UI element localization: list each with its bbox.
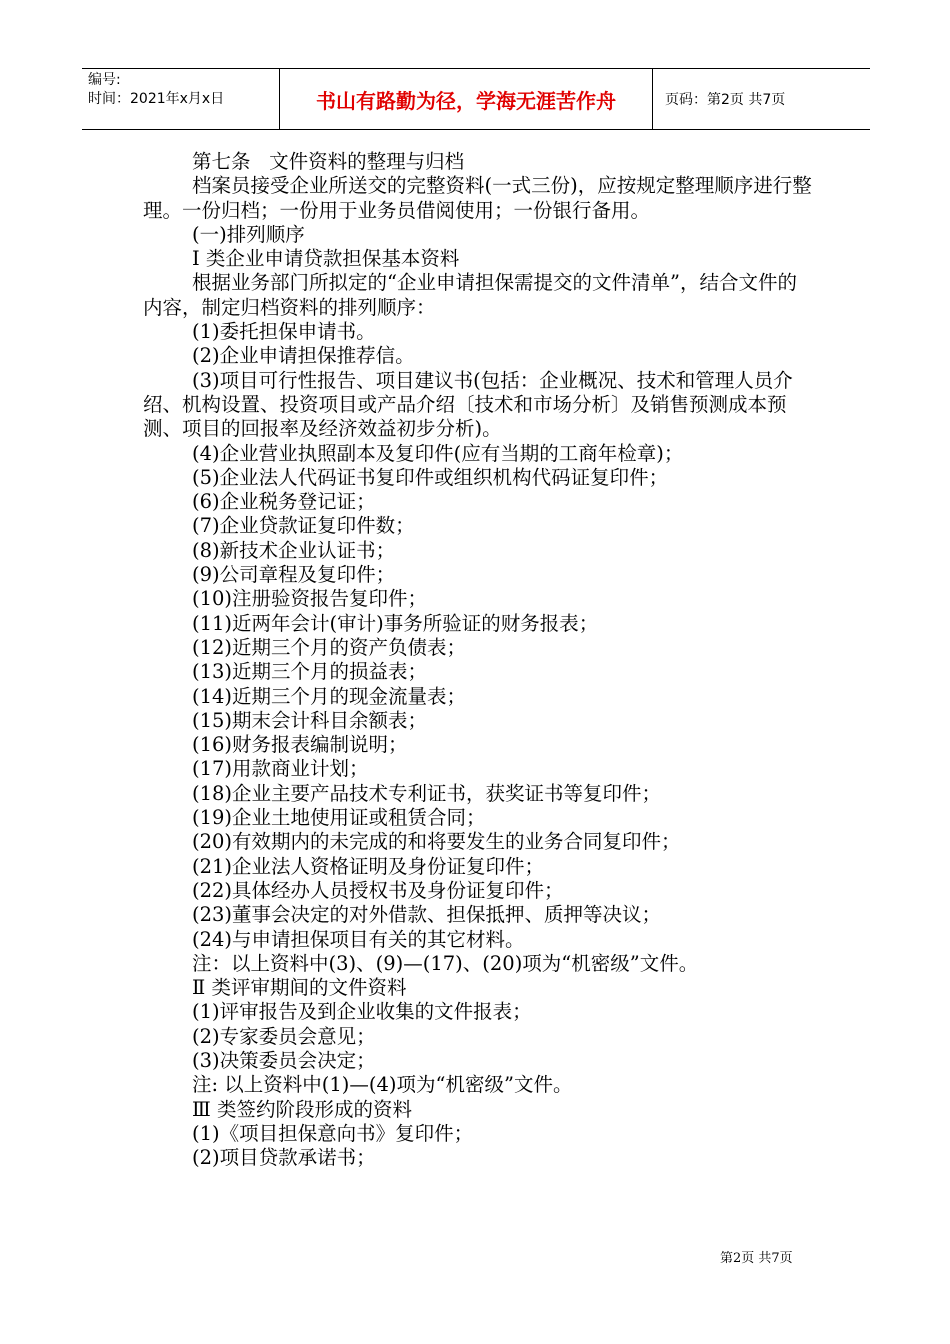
list-item: (19)企业土地使用证或租赁合同；	[192, 806, 486, 830]
list-item: (1)委托担保申请书。	[192, 320, 376, 344]
list-item: (2)专家委员会意见；	[192, 1024, 376, 1048]
category-heading: Ⅲ 类签约阶段形成的资料	[192, 1097, 413, 1121]
list-item: (11)近两年会计(审计)事务所验证的财务报表；	[192, 611, 599, 635]
list-item: (2)项目贷款承诺书；	[192, 1146, 376, 1170]
list-item: (14)近期三个月的现金流量表；	[192, 684, 467, 708]
list-item: (17)用款商业计划；	[192, 757, 369, 781]
list-item: (6)企业税务登记证；	[192, 490, 376, 514]
doc-time-label: 时间：2021年x月x日	[88, 91, 225, 107]
page-header	[82, 68, 870, 130]
category-heading: Ⅱ 类评审期间的文件资料	[192, 976, 407, 1000]
list-item: (2)企业申请担保推荐信。	[192, 344, 415, 368]
article-title: 第七条 文件资料的整理与归档	[192, 150, 465, 173]
note: 注：以上资料中(3)、(9)—(17)、(20)项为“机密级”文件。	[192, 951, 699, 975]
list-item: (1)评审报告及到企业收集的文件报表；	[192, 1000, 532, 1024]
section-heading: (一)排列顺序	[192, 222, 305, 246]
list-item: (3)项目可行性报告、项目建议书(包括：企业概况、技术和管理人员介绍、机构设置、投资项目或产品介绍〔技术和市场分析〕及销售预测成本预测、项目的回报率及经济效益初步分析)。	[143, 368, 793, 441]
category-heading: Ⅰ 类企业申请贷款担保基本资料	[192, 247, 460, 271]
list-item: (15)期末会计科目余额表；	[192, 708, 428, 732]
list-item: (13)近期三个月的损益表；	[192, 660, 428, 684]
list-item: (21)企业法人资格证明及身份证复印件；	[192, 854, 545, 878]
list-item: (9)公司章程及复印件；	[192, 563, 396, 587]
list-item: (3)决策委员会决定；	[192, 1048, 376, 1072]
list-item: (12)近期三个月的资产负债表；	[192, 635, 467, 659]
list-item: (4)企业营业执照副本及复印件(应有当期的工商年检章)；	[192, 441, 684, 465]
page-footer: 第2页 共7页	[720, 1251, 793, 1266]
list-item: (23)董事会决定的对外借款、担保抵押、质押等决议；	[192, 903, 662, 927]
list-item: (5)企业法人代码证书复印件或组织机构代码证复印件；	[192, 465, 669, 489]
list-item: (20)有效期内的未完成的和将要发生的业务合同复印件；	[192, 830, 681, 854]
list-item: (22)具体经办人员授权书及身份证复印件；	[192, 878, 564, 902]
header-meta	[82, 69, 280, 129]
header-motto: 书山有路勤为径，学海无涯苦作舟	[280, 69, 653, 129]
list-item: (16)财务报表编制说明；	[192, 733, 408, 757]
list-item: (1)《项目担保意向书》复印件；	[192, 1121, 474, 1145]
doc-number-label: 编号:	[88, 72, 121, 88]
list-item: (8)新技术企业认证书；	[192, 538, 396, 562]
note: 注: 以上资料中(1)—(4)项为“机密级”文件。	[192, 1073, 573, 1097]
list-item: (10)注册验资报告复印件；	[192, 587, 428, 611]
paragraph: 档案员接受企业所送交的完整资料(一式三份)，应按规定整理顺序进行整理。一份归档；一份用于业务员借阅使用；一份银行备用。	[143, 174, 812, 222]
list-item: (18)企业主要产品技术专利证书，获奖证书等复印件；	[192, 781, 662, 805]
list-item: (7)企业贷款证复印件数；	[192, 514, 415, 538]
document-body	[143, 150, 813, 1170]
paragraph: 根据业务部门所拟定的“企业申请担保需提交的文件清单”，结合文件的内容，制定归档资料的排列顺序：	[143, 271, 797, 319]
header-page-number: 页码：第2页 共7页	[665, 92, 786, 108]
list-item: (24)与申请担保项目有关的其它材料。	[192, 927, 525, 951]
